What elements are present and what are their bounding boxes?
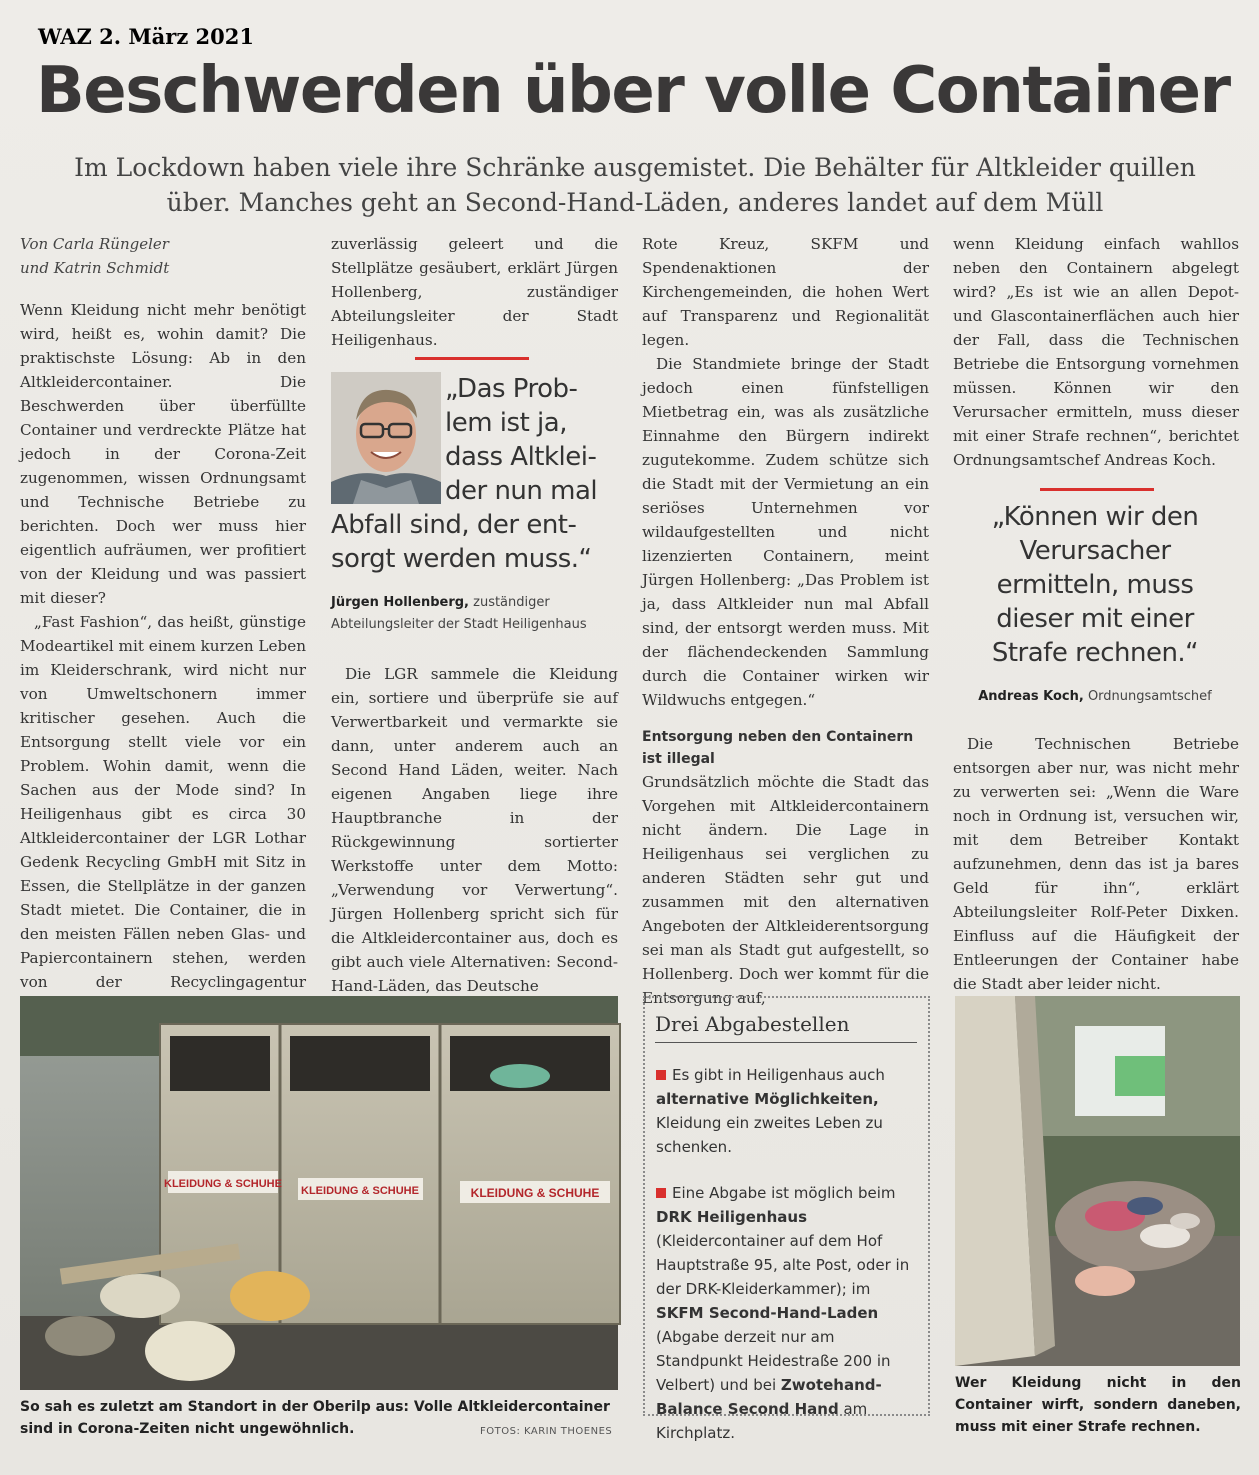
info-box-title: Drei Abgabestellen [655, 1012, 917, 1043]
info-text: Eine Abgabe ist möglich beim [672, 1184, 896, 1202]
quote-role: zuständiger Abteilungsleiter der Stadt Heiligenhaus [331, 595, 587, 632]
info-text-bold: DRK Heiligenhaus [656, 1208, 807, 1226]
pull-quote-1 [331, 372, 621, 576]
container-label: KLEIDUNG & SCHUHE [470, 1186, 600, 1200]
info-text-bold: alternative Möglichkeiten, [656, 1090, 879, 1108]
bullet-square-icon [656, 1070, 666, 1080]
paragraph: Die Technischen Betriebe entsorgen aber nur, was nicht mehr zu verwerten sei: „Wenn die Ware noch in Ordnung ist, versuchen wir, mit dem Betreiber Kontakt aufzunehmen, denn das ist ja bares Geld für ihn“, erklärt Abteilungsleiter Rolf-Peter Dixken. Einfluss auf die Häufigkeit der Entleerungen der Container habe die Stadt aber leider nicht. [953, 735, 1239, 993]
quote-role: Ordnungsamtschef [1087, 689, 1212, 704]
quote-line: lem ist ja, [445, 408, 567, 438]
paragraph: Rote Kreuz, SKFM und Spendenaktionen der Kirchengemeinden, die hohen Wert auf Transparenz und Regionalität legen. [642, 235, 929, 349]
info-text: (Abgabe derzeit nur am Standpunkt Heidestraße 200 in Velbert) und bei [656, 1328, 891, 1394]
quote-line: dass Altklei- [445, 442, 597, 472]
quote-1-attribution [331, 592, 621, 636]
article-column-4-top [953, 232, 1239, 472]
photo-1-caption: So sah es zuletzt am Standort in der Oberilp aus: Volle Altkleidercontainer sind in Corona-Zeiten nicht ungewöhnlich. [20, 1399, 610, 1437]
byline-line: und Katrin Schmidt [20, 259, 170, 277]
article-column-4-bottom [953, 732, 1239, 993]
headline: Beschwerden über volle Container [36, 54, 1230, 128]
byline [20, 232, 310, 280]
bullet-square-icon [656, 1188, 666, 1198]
source-label: WAZ 2. März 2021 [38, 24, 255, 49]
quote-line: der nun mal [445, 476, 598, 506]
section-subtitle: Entsorgung neben den Containern ist illegal [642, 729, 914, 767]
info-box-item [656, 1181, 918, 1445]
paragraph: „Fast Fashion“, das heißt, günstige Modeartikel mit einem kurzen Leben im Kleiderschrank, wird nicht nur von Umweltschonern immer kritischer gesehen. Auch die Entsorgung stellt viele vor ein Problem. Wohin damit, wenn die Sachen aus der Mode sind? In Heiligenhaus gibt es circa 30 Altkleidercontainer der LGR Lothar Gedenk Recycling GmbH mit Sitz in Essen, die Stellplätze in der ganzen Stadt mietet. Die Container, die in den meisten Fällen neben Glas- und Papiercontainern stehen, werden von der Recyclingagentur [20, 613, 306, 991]
paragraph: wenn Kleidung einfach wahllos neben den Containern abgelegt wird? „Es ist wie an allen Depot- und Glascontainerflächen auch hier der Fall, dass die Technischen Betriebe die Entsorgung vornehmen müssen. Können wir den Verursacher ermitteln, muss dieser mit einer Strafe rechnen“, berichtet Ordnungsamtschef Andreas Koch. [953, 235, 1239, 469]
quote-author: Jürgen Hollenberg, [331, 595, 469, 610]
info-text: (Kleidercontainer auf dem Hof Hauptstraße 95, alte Post, oder in der DRK-Kleiderkammer); im [656, 1232, 910, 1298]
quote-line: „Das Prob- [445, 374, 578, 404]
dumped-clothes-photo [955, 996, 1240, 1366]
containers-photo [20, 996, 618, 1390]
paragraph: Die LGR sammele die Kleidung ein, sortiere und überprüfe sie auf Verwertbarkeit und vermarkte sie dann, unter anderem auch an Second Hand Läden, weiter. Nach eigenen Angaben liege ihre Hauptbranche in der Rückgewinnung sortierter Werkstoffe unter dem Motto: „Verwendung vor Verwertung“. Jürgen Hollenberg spricht sich für die Altkleidercontainer aus, doch es gibt auch viele Alternativen: Second-Hand-Läden, das Deutsche [331, 665, 618, 995]
paragraph: Wenn Kleidung nicht mehr benötigt wird, heißt es, wohin damit? Die praktischste Lösung: Ab in den Altkleidercontainer. Die Beschwerden über überfüllte Container und verdreckte Plätze hat jedoch in der Corona-Zeit zugenommen, wissen Ordnungsamt und Technische Betriebe zu berichten. Doch wer muss hier eigentlich aufräumen, wer profitiert von der Kleidung und was passiert mit dieser? [20, 301, 306, 607]
info-text-bold: SKFM Second-Hand-Laden [656, 1304, 879, 1322]
container-label: KLEIDUNG & SCHUHE [301, 1185, 419, 1197]
byline-line: Von Carla Rüngeler [20, 235, 169, 253]
info-text-bold: Zwotehand-Balance Second Hand [656, 1376, 882, 1418]
info-text: Kleidung ein zweites Leben zu schenken. [656, 1114, 883, 1156]
info-text: Es gibt in Heiligenhaus auch [672, 1066, 885, 1084]
quote-line: Abfall sind, der ent- [331, 510, 577, 540]
quote-line: sorgt werden muss.“ [331, 544, 592, 574]
article-column-2-bottom [331, 662, 618, 995]
article-column-1 [20, 298, 306, 991]
paragraph: zuverlässig geleert und die Stellplätze gesäubert, erklärt Jürgen Hollenberg, zuständiger Abteilungsleiter der Stadt Heiligenhaus. [331, 235, 618, 349]
subheadline: Im Lockdown haben viele ihre Schränke ausgemistet. Die Behälter für Altkleider quillen über. Manches geht an Second-Hand-Läden, anderes landet auf dem Müll [74, 153, 1196, 217]
paragraph: Grundsätzlich möchte die Stadt das Vorgehen mit Altkleidercontainern nicht ändern. Die Lage in Heiligenhaus sei verglichen zu anderen Städten sehr gut und zusammen mit den alternativen Angeboten der Altkleiderentsorgung sei man als Stadt gut aufgestellt, so Hollenberg. Doch wer kommt für die Entsorgung auf, [642, 773, 929, 1007]
info-box-item [656, 1063, 918, 1159]
article-column-2-top [331, 232, 618, 349]
pull-quote-2: „Können wir den Verursacher ermitteln, muss dieser mit einer Strafe rechnen.“ [991, 502, 1199, 668]
quote-accent-bar [415, 357, 529, 360]
article-column-3 [642, 232, 929, 1007]
quote-2-attribution [960, 686, 1230, 708]
quote-accent-bar [1040, 488, 1154, 491]
info-text: am Kirchplatz. [656, 1400, 868, 1442]
container-label: KLEIDUNG & SCHUHE [164, 1178, 282, 1190]
paragraph: Die Standmiete bringe der Stadt jedoch einen fünfstelligen Mietbetrag ein, was als zusätzliche Einnahme den Bürgern indirekt zugutekomme. Zudem schütze sich die Stadt mit der Vermietung an ein seriöses Unternehmen vor wildaufgestellten und nicht lizenzierten Containern, meint Jürgen Hollenberg: „Das Problem ist ja, dass Altkleider nun mal Abfall sind, der entsorgt werden muss. Mit der flächendeckenden Sammlung durch die Container wirken wir Wildwuchs entgegen.“ [642, 355, 929, 709]
photo-2-caption: Wer Kleidung nicht in den Container wirft, sondern daneben, muss mit einer Strafe rechnen. [955, 1375, 1241, 1435]
photo-credit: FOTOS: KARIN THOENES [480, 1426, 613, 1437]
quote-author: Andreas Koch, [978, 689, 1084, 704]
